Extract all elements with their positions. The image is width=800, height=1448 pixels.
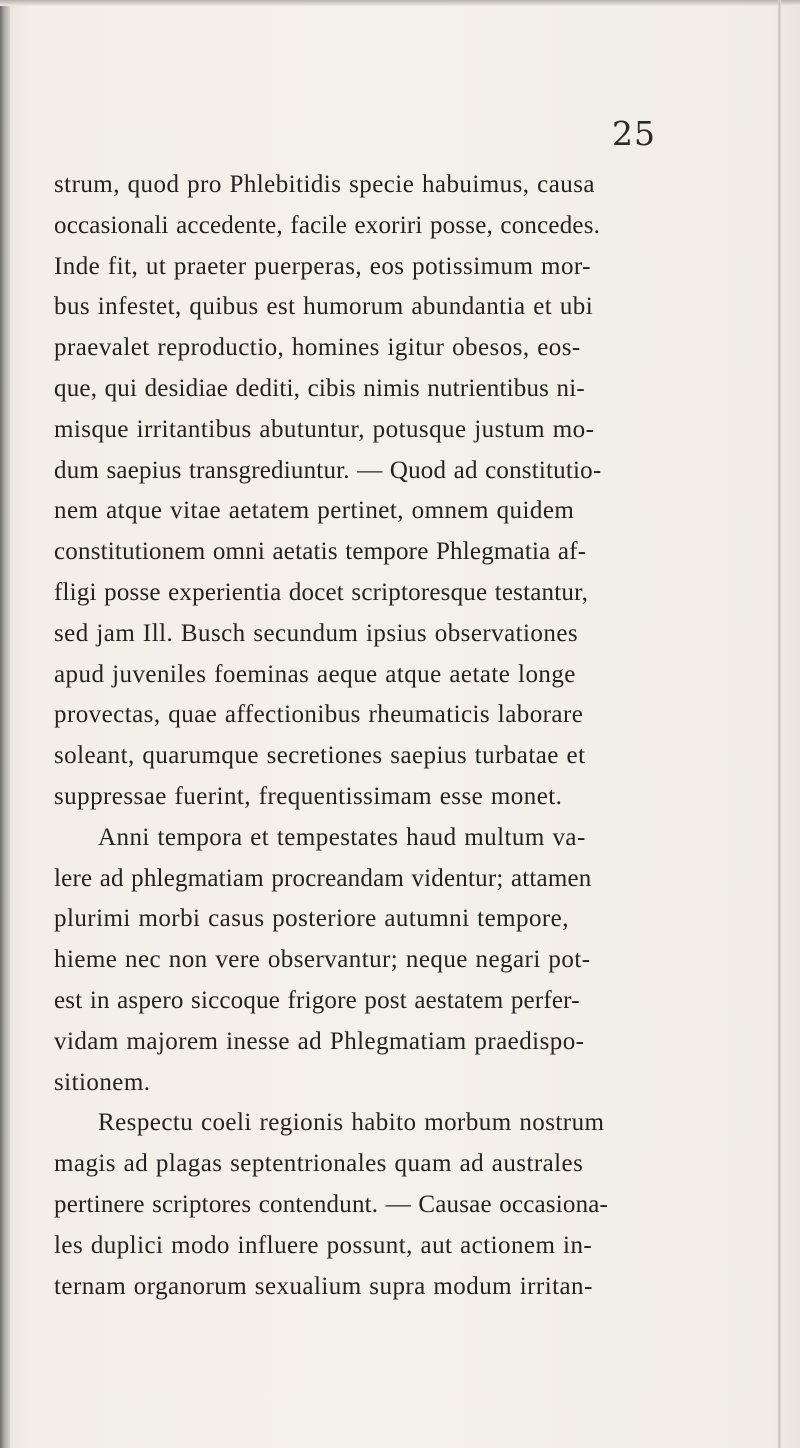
text-line: occasionali accedente, facile exoriri posse, concedes. (54, 211, 601, 239)
text-line: est in aspero siccoque frigore post aestatem perfer- (54, 986, 580, 1014)
paragraph-start-line: Anni tempora et tempestates haud multum va- (98, 823, 586, 851)
text-line: lere ad phlegmatiam procreandam videntur; attamen (54, 864, 592, 892)
text-line: misque irritantibus abutuntur, potusque justum mo- (54, 415, 595, 443)
text-line: vidam majorem inesse ad Phlegmatiam praedispo- (54, 1027, 585, 1055)
page-gutter-shadow (0, 0, 10, 1448)
text-line: sitionem. (54, 1068, 151, 1096)
text-line: constitutionem omni aetatis tempore Phlegmatia af- (54, 538, 587, 566)
text-line: dum saepius transgrediuntur. — Quod ad constitutio- (54, 456, 602, 484)
page-number: 25 (612, 114, 656, 153)
page-right-edge (778, 0, 781, 1448)
text-line: ternam organorum sexualium supra modum irritan- (54, 1272, 593, 1300)
text-line: les duplici modo influere possunt, aut actionem in- (54, 1231, 593, 1259)
text-line: nem atque vitae aetatem pertinet, omnem quidem (54, 497, 575, 525)
text-line: strum, quod pro Phlebitidis specie habuimus, causa (54, 171, 595, 198)
text-line: soleant, quarumque secretiones saepius turbatae et (54, 742, 586, 770)
text-line: provectas, quae affectionibus rheumaticis laborare (54, 701, 584, 729)
text-line: fligi posse experientia docet scriptoresque testantur, (54, 578, 589, 606)
text-line: plurimi morbi casus posteriore autumni tempore, (54, 905, 569, 933)
text-line: suppressae fuerint, frequentissimam esse monet. (54, 782, 563, 810)
text-line: sed jam Ill. Busch secundum ipsius observationes (54, 619, 579, 647)
paragraph-start-line: Respectu coeli regionis habito morbum nostrum (98, 1109, 605, 1137)
text-line: bus infestet, quibus est humorum abundantia et ubi (54, 293, 594, 321)
text-line: Inde fit, ut praeter puerperas, eos potissimum mor- (54, 252, 591, 280)
text-line: pertinere scriptores contendunt. — Causae occasiona- (54, 1190, 609, 1218)
text-line: que, qui desidiae dediti, cibis nimis nutrientibus ni- (54, 374, 585, 402)
text-line: magis ad plagas septentrionales quam ad australes (54, 1150, 584, 1178)
text-line: hieme nec non vere observantur; neque negari pot- (54, 946, 591, 974)
text-line: apud juveniles foeminas aeque atque aetate longe (54, 660, 576, 688)
page-top-edge (0, 0, 800, 6)
body-text (54, 165, 664, 1307)
text-line: praevalet reproductio, homines igitur obesos, eos- (54, 334, 581, 362)
